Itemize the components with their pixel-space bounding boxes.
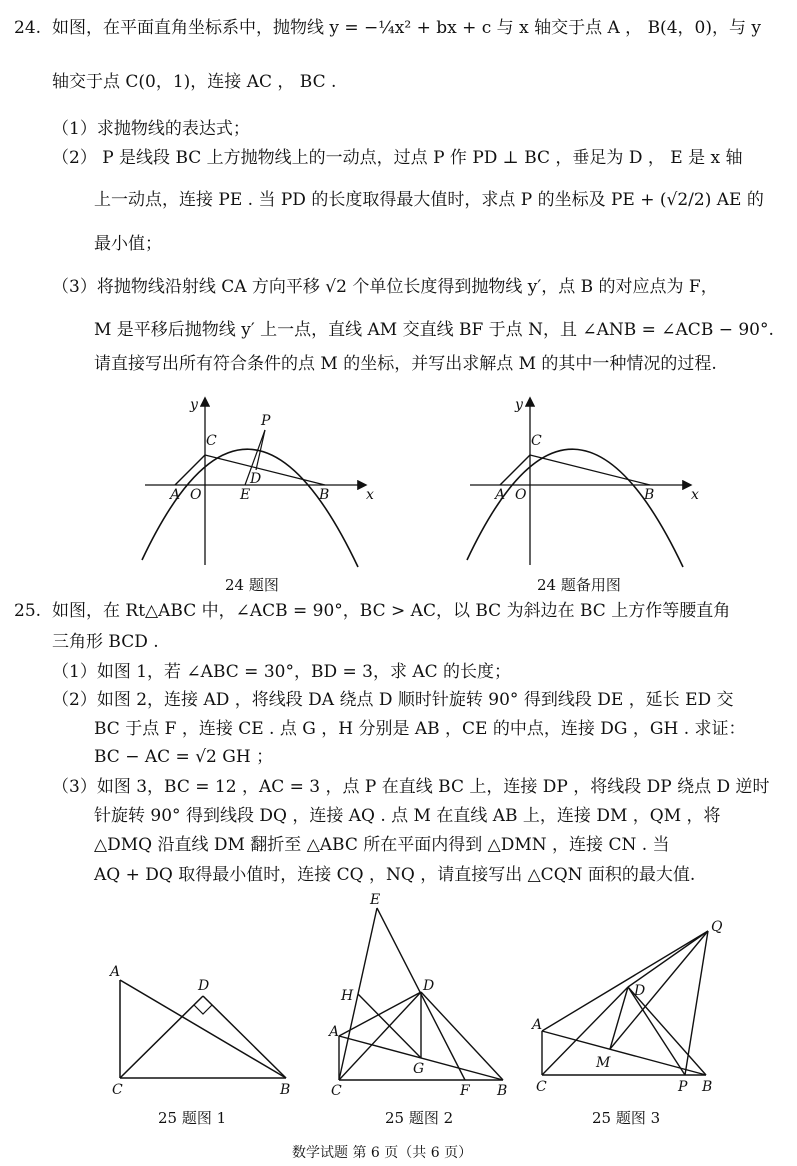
segment-qp — [685, 931, 708, 1075]
segment-db — [628, 987, 706, 1075]
segment-cb — [530, 455, 650, 485]
label-q: Q — [711, 919, 723, 935]
label-o: O — [190, 487, 202, 503]
label-d: D — [423, 978, 435, 994]
label-h: H — [341, 988, 354, 1004]
label-f: F — [460, 1083, 470, 1099]
q25-part-3-line-4: AQ + DQ 取得最小值时，连接 CQ ，NQ ，请直接写出 △CQN 面积的最大值. — [94, 865, 696, 885]
q25-part-3-line-1: （3）如图 3，BC = 12 ，AC = 3 ，点 P 在直线 BC 上，连接 DP ，将线段 DP 绕点 D 逆时 — [52, 777, 770, 797]
q24-part-2-line-2: 上一动点，连接 PE . 当 PD 的长度取得最大值时，求点 P 的坐标及 PE + (√2/2) AE 的 — [94, 190, 764, 210]
label-x: x — [366, 487, 374, 503]
q24-part-1: （1）求抛物线的表达式； — [52, 119, 250, 139]
label-c: C — [531, 433, 542, 449]
label-a: A — [170, 487, 181, 503]
q25-line-2: 三角形 BCD . — [52, 632, 159, 652]
q25-part-3-line-2: 针旋转 90° 得到线段 DQ ，连接 AQ . 点 M 在直线 AB 上，连接 DM ，QM ，将 — [94, 806, 721, 826]
q24-part-2-line-1: （2） P 是线段 BC 上方抛物线上的一动点，过点 P 作 PD ⊥ BC ，垂足为 D ， E 是 x 轴 — [52, 148, 743, 168]
q25-part-2-line-3: BC − AC = √2 GH ； — [94, 747, 274, 767]
q25-figure-1-caption: 25 题图 1 — [158, 1109, 227, 1127]
segment-aq — [542, 931, 708, 1031]
label-e: E — [370, 892, 381, 908]
label-b: B — [319, 487, 330, 503]
page-footer: 数学试题 第 6 页（共 6 页） — [292, 1145, 473, 1161]
label-p: P — [678, 1079, 688, 1095]
label-a: A — [532, 1017, 543, 1033]
right-angle-mark — [194, 1005, 212, 1014]
q24-backup-figure — [445, 395, 705, 570]
q25-figure-3 — [530, 915, 745, 1095]
label-p: P — [261, 413, 271, 429]
q25-part-2-line-1: （2）如图 2，连接 AD ，将线段 DA 绕点 D 顺时针旋转 90° 得到线段 DE ，延长 ED 交 — [52, 690, 734, 710]
label-b: B — [702, 1079, 713, 1095]
label-y: y — [515, 397, 523, 413]
q25-figure-2 — [325, 890, 520, 1100]
segment-cd — [120, 996, 203, 1078]
q24-line-1: 如图，在平面直角坐标系中，抛物线 y = −¼x² + bx + c 与 x 轴交于点 A ， B(4，0)，与 y — [52, 18, 761, 38]
q24-figure-caption: 24 题图 — [225, 576, 279, 594]
label-b: B — [644, 487, 655, 503]
label-c: C — [536, 1079, 547, 1095]
label-c: C — [206, 433, 217, 449]
q24-backup-caption: 24 题备用图 — [537, 576, 621, 594]
q24-part-2-line-3: 最小值； — [94, 234, 162, 254]
q24-line-2: 轴交于点 C(0，1)，连接 AC ， BC . — [52, 72, 337, 92]
label-x: x — [691, 487, 699, 503]
label-b: B — [497, 1083, 508, 1099]
segment-ab — [120, 980, 286, 1078]
label-c: C — [331, 1083, 342, 1099]
q25-figure-1 — [108, 960, 308, 1100]
q25-part-2-line-2: BC 于点 F ，连接 CE . 点 G ，H 分别是 AB ，CE 的中点，连接 DG ，GH . 求证： — [94, 719, 746, 739]
q25-number: 25. — [14, 601, 42, 621]
q24-part-3-line-1: （3）将抛物线沿射线 CA 方向平移 √2 个单位长度得到抛物线 y′，点 B 的对应点为 F， — [52, 277, 718, 297]
label-o: O — [515, 487, 527, 503]
label-e: E — [240, 487, 251, 503]
segment-db — [421, 992, 503, 1080]
label-a: A — [329, 1024, 340, 1040]
label-b: B — [280, 1082, 291, 1098]
q24-part-3-line-3: 请直接写出所有符合条件的点 M 的坐标，并写出求解点 M 的其中一种情况的过程. — [94, 354, 717, 374]
q25-figure-3-caption: 25 题图 3 — [592, 1109, 661, 1127]
label-a: A — [495, 487, 506, 503]
label-a: A — [110, 964, 121, 980]
label-d: D — [250, 471, 262, 487]
label-d: D — [634, 983, 646, 999]
q25-figure-2-caption: 25 题图 2 — [385, 1109, 454, 1127]
label-c: C — [112, 1082, 123, 1098]
label-d: D — [198, 978, 210, 994]
label-m: M — [596, 1055, 611, 1071]
q25-part-3-line-3: △DMQ 沿直线 DM 翻折至 △ABC 所在平面内得到 △DMN ，连接 CN . 当 — [94, 835, 670, 855]
q24-number: 24. — [14, 18, 42, 38]
q25-line-1: 如图，在 Rt△ABC 中，∠ACB = 90°，BC > AC，以 BC 为斜边在 BC 上方作等腰直角 — [52, 601, 731, 621]
q24-figure — [120, 395, 380, 570]
label-g: G — [413, 1061, 425, 1077]
segment-hg — [358, 994, 421, 1058]
label-y: y — [190, 397, 198, 413]
q24-part-3-line-2: M 是平移后抛物线 y′ 上一点，直线 AM 交直线 BF 于点 N，且 ∠ANB = ∠ACB − 90°. — [94, 320, 774, 340]
q25-part-1: （1）如图 1，若 ∠ABC = 30°，BD = 3，求 AC 的长度； — [52, 662, 512, 682]
segment-cb — [205, 455, 325, 485]
segment-cd — [339, 992, 421, 1080]
